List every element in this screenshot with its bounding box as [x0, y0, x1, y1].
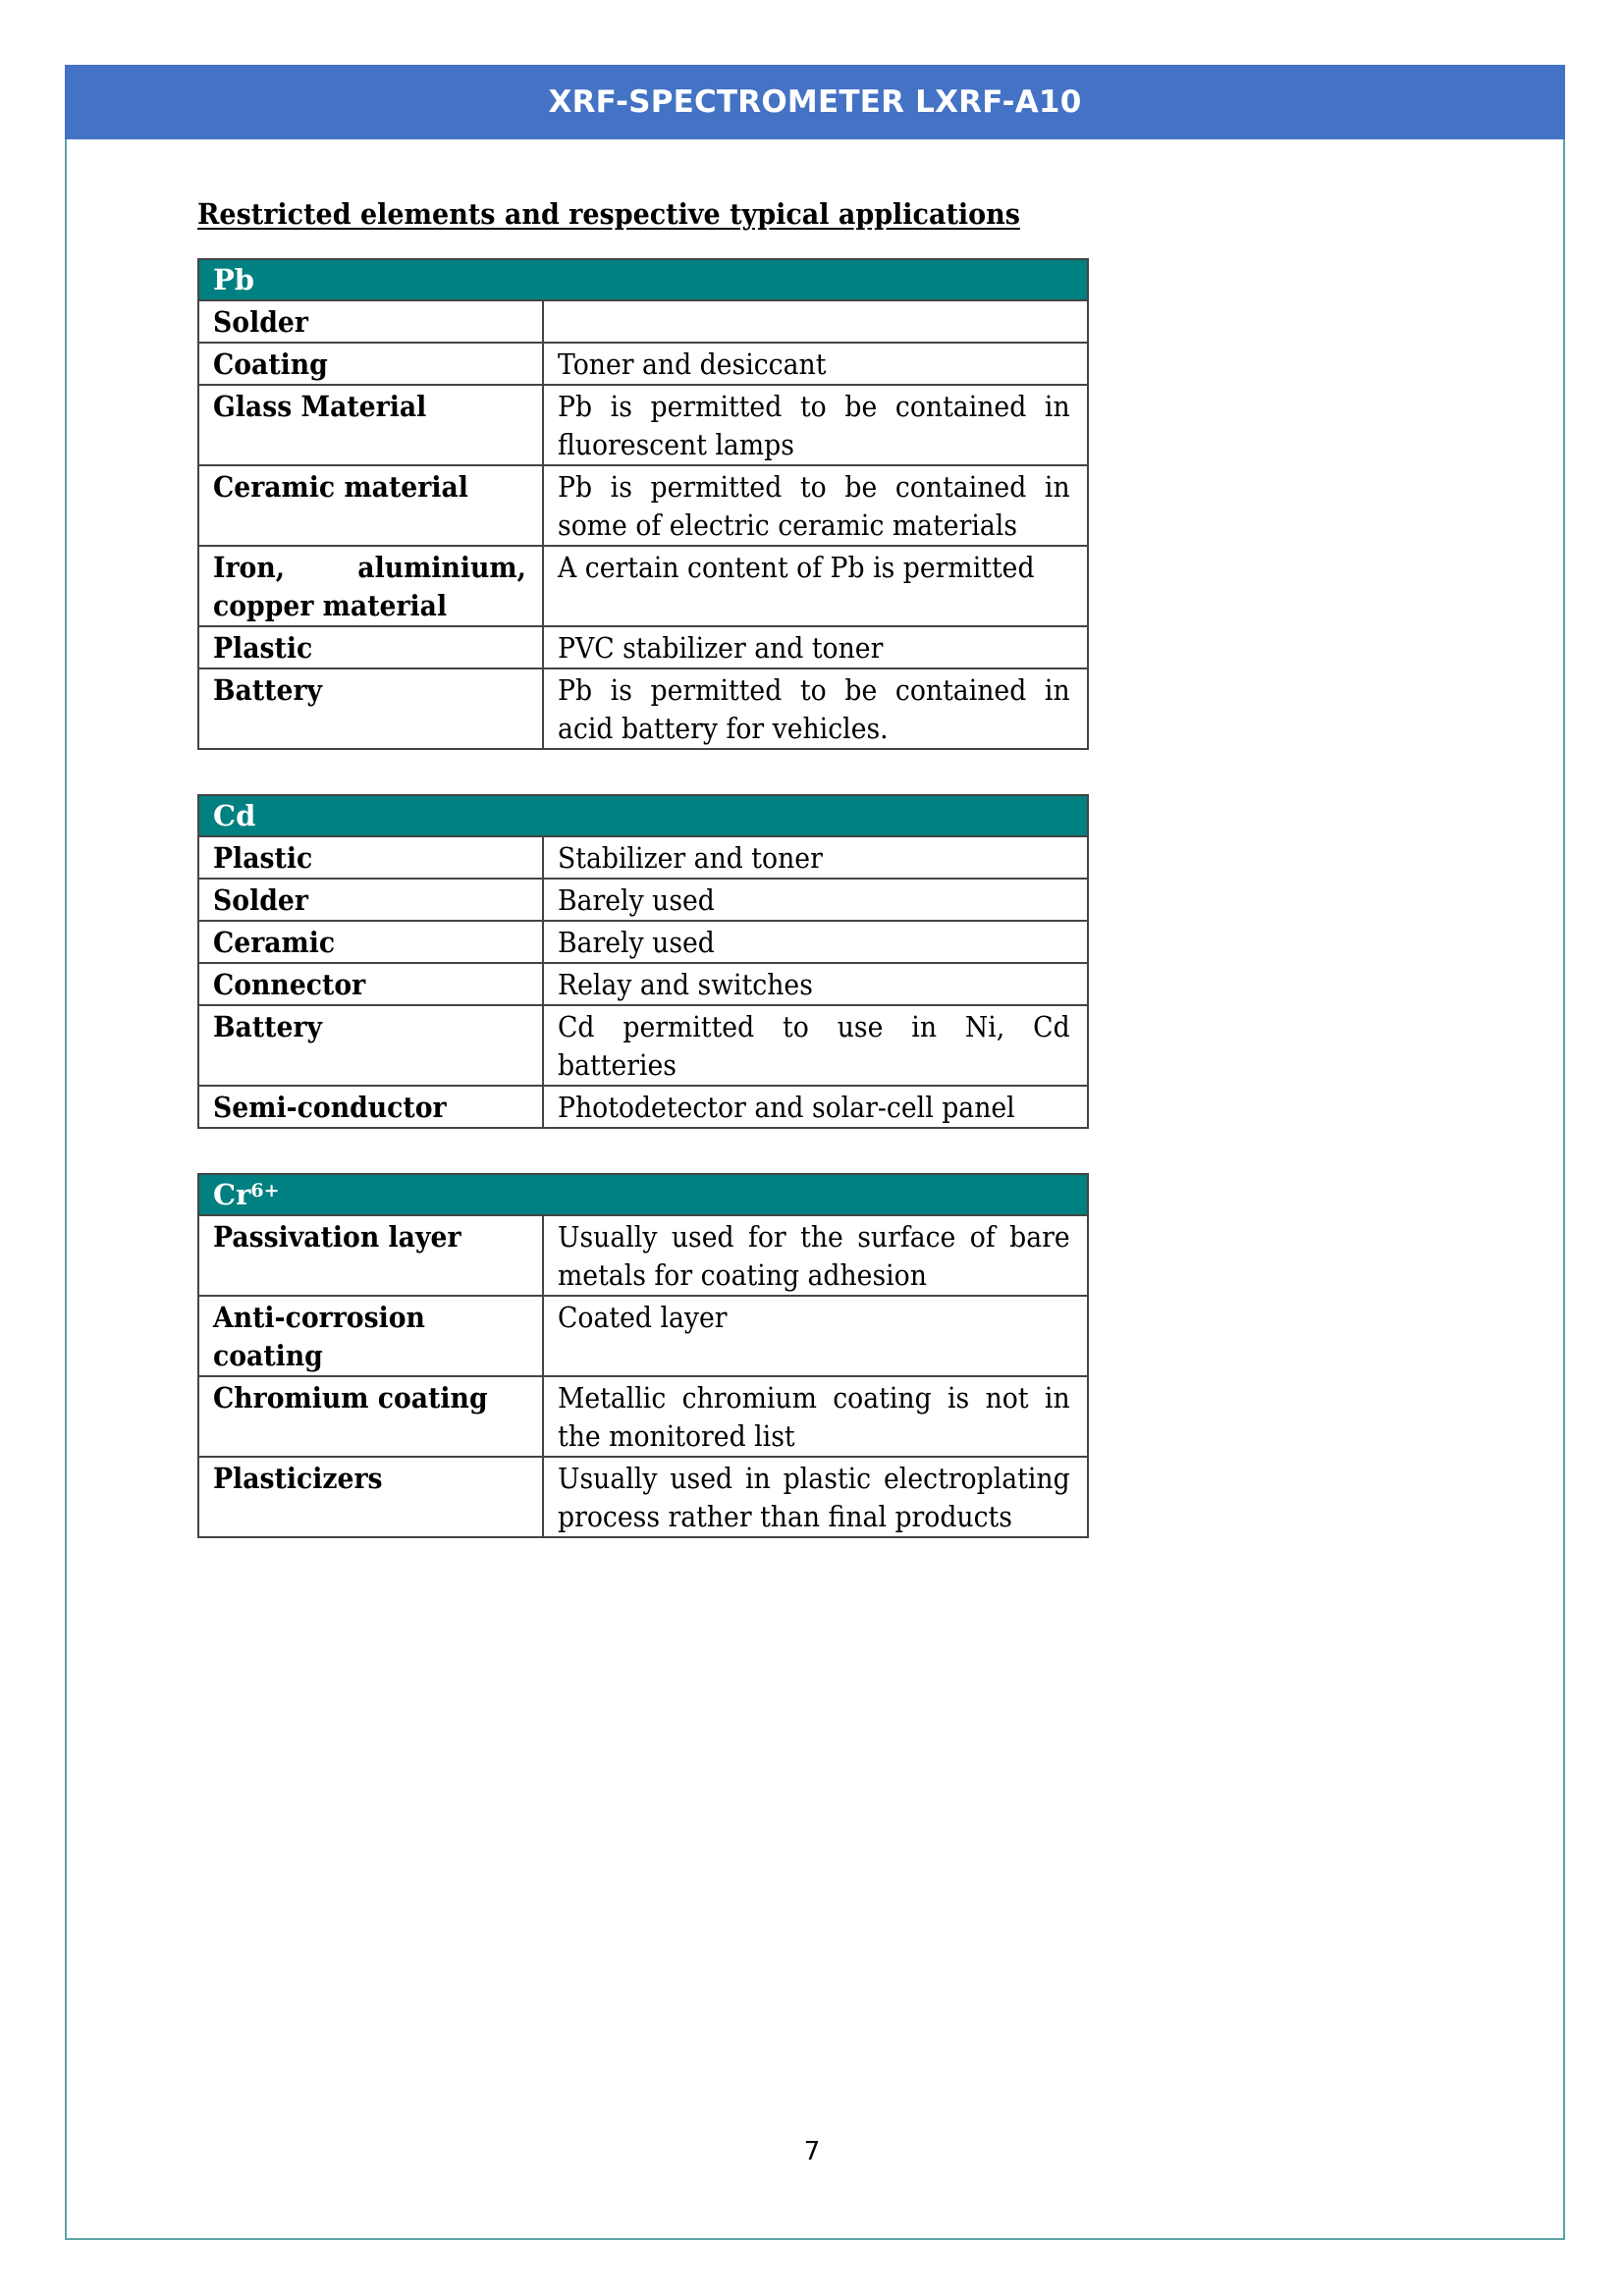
pb-table	[197, 258, 1089, 750]
application-description: A certain content of Pb is permitted	[543, 546, 1088, 626]
application-name: Solder	[198, 879, 543, 921]
application-name: Anti-corrosion coating	[198, 1296, 543, 1376]
application-name: Ceramic	[198, 921, 543, 963]
section-heading: Restricted elements and respective typical applications	[197, 197, 1020, 231]
header-bar	[65, 65, 1565, 139]
element-superscript: 6+	[250, 1180, 280, 1201]
application-description: Photodetector and solar-cell panel	[543, 1086, 1088, 1128]
table-row	[198, 921, 1088, 963]
application-description: Toner and desiccant	[543, 343, 1088, 385]
table-header-row	[198, 259, 1088, 300]
application-name: Chromium coating	[198, 1376, 543, 1457]
application-description: PVC stabilizer and toner	[543, 626, 1088, 668]
table-row	[198, 1296, 1088, 1376]
application-name: Semi-conductor	[198, 1086, 543, 1128]
document-title: XRF-SPECTROMETER LXRF-A10	[548, 84, 1082, 120]
table-row	[198, 300, 1088, 343]
application-description: Pb is permitted to be contained in acid battery for vehicles.	[543, 668, 1088, 749]
element-label	[198, 1174, 1088, 1215]
application-name: Coating	[198, 343, 543, 385]
table-row	[198, 879, 1088, 921]
table-row	[198, 465, 1088, 546]
application-name: Battery	[198, 1005, 543, 1086]
table-row	[198, 546, 1088, 626]
application-description: Relay and switches	[543, 963, 1088, 1005]
application-description: Cd permitted to use in Ni, Cd batteries	[543, 1005, 1088, 1086]
application-description: Pb is permitted to be contained in fluorescent lamps	[543, 385, 1088, 465]
application-description: Metallic chromium coating is not in the monitored list	[543, 1376, 1088, 1457]
table-row	[198, 836, 1088, 879]
table-header-row	[198, 1174, 1088, 1215]
page-number: 7	[803, 2137, 821, 2166]
table-row	[198, 385, 1088, 465]
table-row	[198, 1376, 1088, 1457]
table-row	[198, 1086, 1088, 1128]
table-row	[198, 343, 1088, 385]
application-description: Barely used	[543, 879, 1088, 921]
table-header-row	[198, 795, 1088, 836]
application-description: Pb is permitted to be contained in some of electric ceramic materials	[543, 465, 1088, 546]
application-description: Coated layer	[543, 1296, 1088, 1376]
table-row	[198, 1215, 1088, 1296]
table-row	[198, 963, 1088, 1005]
table-row	[198, 668, 1088, 749]
application-name: Plasticizers	[198, 1457, 543, 1537]
cd-table	[197, 794, 1089, 1129]
application-name: Solder	[198, 300, 543, 343]
application-description: Stabilizer and toner	[543, 836, 1088, 879]
table-row	[198, 626, 1088, 668]
application-name: Plastic	[198, 836, 543, 879]
table-row	[198, 1457, 1088, 1537]
application-description: Barely used	[543, 921, 1088, 963]
application-name: Passivation layer	[198, 1215, 543, 1296]
cr6-table	[197, 1173, 1089, 1538]
application-name: Connector	[198, 963, 543, 1005]
application-description: Usually used in plastic electroplating process rather than final products	[543, 1457, 1088, 1537]
element-label: Pb	[198, 259, 1088, 300]
application-description	[543, 300, 1088, 343]
application-name: Battery	[198, 668, 543, 749]
table-row	[198, 1005, 1088, 1086]
application-description: Usually used for the surface of bare metals for coating adhesion	[543, 1215, 1088, 1296]
application-name: Plastic	[198, 626, 543, 668]
element-symbol: Cr	[213, 1178, 251, 1211]
application-name: Iron, aluminium, copper material	[198, 546, 543, 626]
element-label: Cd	[198, 795, 1088, 836]
application-name: Ceramic material	[198, 465, 543, 546]
application-name: Glass Material	[198, 385, 543, 465]
